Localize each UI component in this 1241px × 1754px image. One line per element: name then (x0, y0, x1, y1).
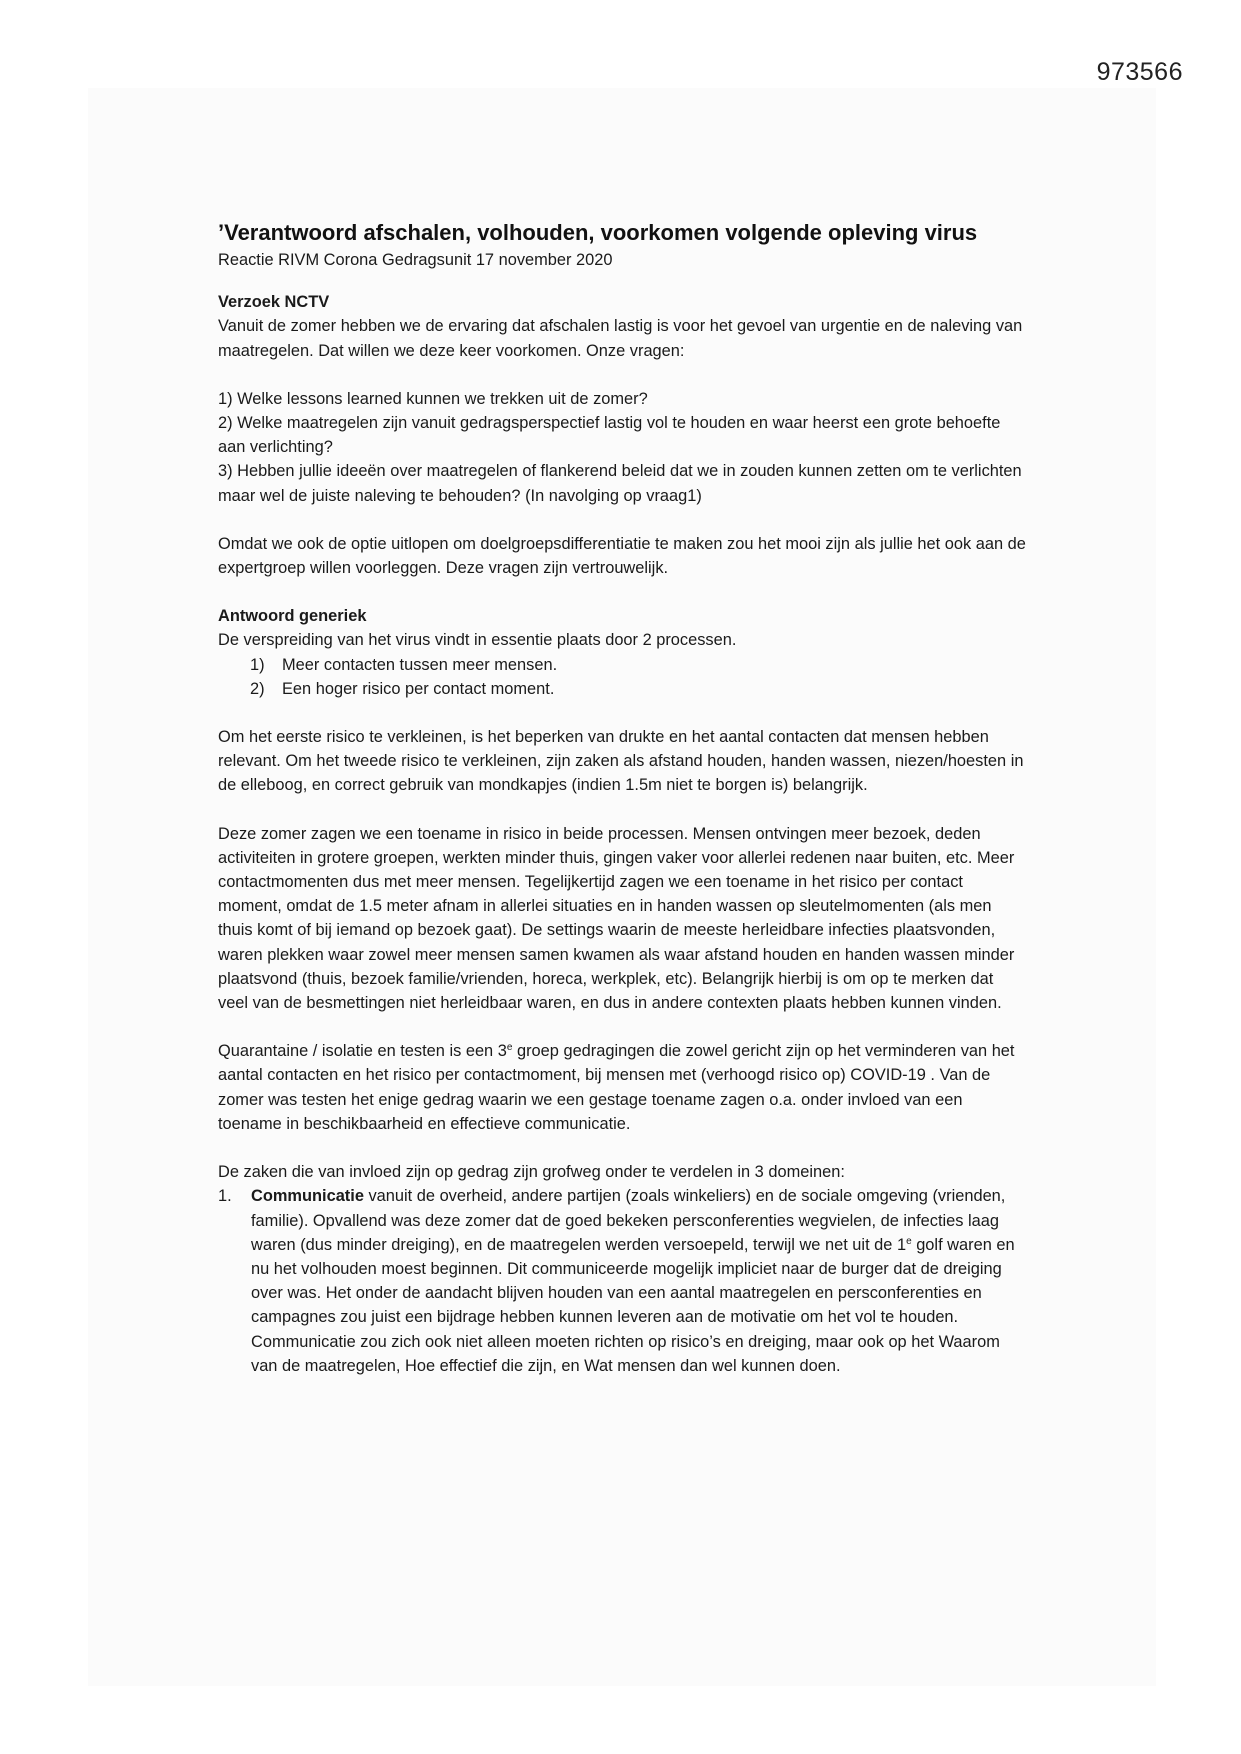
domain-number: 1. (218, 1187, 232, 1206)
process-text: Meer contacten tussen meer mensen. (282, 655, 558, 674)
document-body (218, 218, 1026, 1378)
question-item: 1) Welke lessons learned kunnen we trekken uit de zomer? (218, 389, 648, 408)
process-number: 1) (250, 655, 265, 674)
superscript: e (906, 1235, 912, 1247)
process-item (250, 653, 1026, 677)
domain-title: Communicatie (251, 1187, 364, 1206)
process-list (218, 653, 1026, 701)
quarantine-text-end: groep gedragingen die zowel gericht zijn op het verminderen van het aantal contacten en het risico per contactmoment, bij mensen met (verhoogd risico op) COVID-19 . Van de zomer was testen het enige gedrag waarin we een gestage toename zagen o.a. onder invloed van een toename in beschikbaarheid en effectieve communicatie. (218, 1042, 1015, 1133)
question-item: 3) Hebben jullie ideeën over maatregelen of flankerend beleid dat we in zouden kunnen zetten om te verlichten maar wel de juiste naleving te behouden? (In navolging op vraag1) (218, 462, 1022, 505)
quarantine-text-start: Quarantaine / isolatie en testen is een 3 (218, 1042, 507, 1061)
request-intro: Vanuit de zomer hebben we de ervaring dat afschalen lastig is voor het gevoel van urgentie en de naleving van maatregelen. Dat willen we deze keer voorkomen. Onze vragen: (218, 317, 1023, 360)
domain-text-start: vanuit de overheid, andere partijen (zoals winkeliers) en de sociale omgeving (vrienden, familie). Opvallend was deze zomer dat de goed bekeken persconferenties wegvielen, de infecties laag waren (dus minder dreiging), en de maatregelen werden versoepeld, terwijl we net uit de 1 (251, 1187, 1006, 1254)
risk-paragraph: Om het eerste risico te verkleinen, is het beperken van drukte en het aantal contacten dat mensen hebben relevant. Om het tweede risico te verkleinen, zijn zaken als afstand houden, handen wassen, niezen/hoesten in de elleboog, en correct gebruik van mondkapjes (indien 1.5m niet te borgen is) belangrijk. (218, 728, 1024, 795)
summer-paragraph: Deze zomer zagen we een toename in risico in beide processen. Mensen ontvingen meer bezoek, deden activiteiten in grotere groepen, werkten minder thuis, gingen vaker voor allerlei redenen naar buiten, etc. Meer contactmomenten dus met meer mensen. Tegelijkertijd zagen we een toename in het risico per contact moment, omdat de 1.5 meter afnam in allerlei situaties en in handen wassen op sleutelmomenten (als men thuis komt of bij iemand op bezoek gaat). De settings waarin de meeste herleidbare infecties plaatsvonden, waren plekken waar zowel meer mensen samen kwamen als waar afstand houden en handen wassen minder plaatsvond (thuis, bezoek familie/vrienden, horeca, werkplek, etc). Belangrijk hierbij is om op te merken dat veel van de besmettingen niet herleidbaar waren, en dus in andere contexten plaats hebben kunnen vinden. (218, 824, 1015, 1013)
domains-intro: De zaken die van invloed zijn op gedrag zijn grofweg onder te verdelen in 3 domeinen: (218, 1163, 845, 1182)
process-number: 2) (250, 679, 265, 698)
question-item: 2) Welke maatregelen zijn vanuit gedragsperspectief lastig vol te houden en waar heerst een grote behoefte aan verlichting? (218, 414, 1001, 457)
request-closing: Omdat we ook de optie uitlopen om doelgroepsdifferentiatie te maken zou het mooi zijn als jullie het ook aan de expertgroep willen voorleggen. Deze vragen zijn vertrouwelijk. (218, 534, 1026, 578)
process-item (250, 677, 1026, 701)
domain-text-end: golf waren en nu het volhouden moest beginnen. Dit communiceerde mogelijk impliciet naar de burger dat de dreiging over was. Het onder de aandacht blijven houden van een aantal maatregelen en persconferenties en campagnes zou juist een bijdrage hebben kunnen leveren aan de motivatie om het vol te houden. Communicatie zou zich ook niet alleen moeten richten op risico’s en dreiging, maar ook op het Waarom van de maatregelen, Hoe effectief die zijn, en Wat mensen dan wel kunnen doen. (251, 1235, 1015, 1375)
document-number: 973566 (1096, 58, 1183, 86)
answer-intro: De verspreiding van het virus vindt in essentie plaats door 2 processen. (218, 631, 737, 650)
answer-heading: Antwoord generiek (218, 607, 367, 626)
request-heading: Verzoek NCTV (218, 293, 330, 312)
process-text: Een hoger risico per contact moment. (282, 679, 555, 698)
quarantine-paragraph (218, 1039, 1026, 1136)
superscript: e (506, 1042, 513, 1054)
question-list (218, 387, 1026, 508)
document-subtitle: Reactie RIVM Corona Gedragsunit 17 november 2020 (218, 251, 613, 269)
document-title: ’Verantwoord afschalen, volhouden, voorkomen volgende opleving virus (218, 220, 978, 245)
domain-item-communicatie (218, 1184, 1026, 1378)
